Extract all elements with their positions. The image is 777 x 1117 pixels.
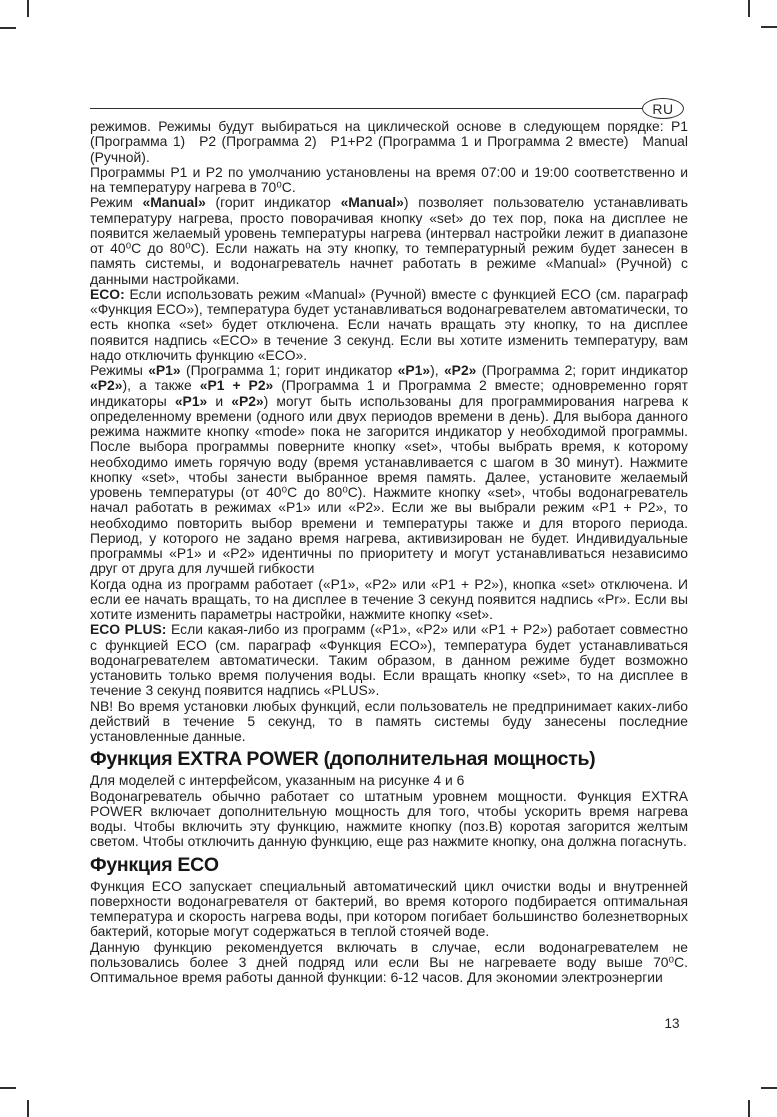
text-run: (горит индикатор xyxy=(205,194,341,211)
text-run: Программы P1 и P2 по умолчанию установлены на время 07:00 и 19:00 соответственно и на температуру нагрева в 70⁰C. xyxy=(90,163,688,195)
language-badge-label: RU xyxy=(652,100,674,117)
paragraph xyxy=(90,363,688,577)
text-run: Данную функцию рекомендуется включать в случае, если водонагревателем не пользовались более 3 дней подряд или если Вы не нагреваете воду выше 70⁰C. Оптимальное время работы данной функции: 6-12 часов. Для экономии электроэнергии xyxy=(90,938,688,985)
document-body xyxy=(90,119,688,985)
paragraph xyxy=(90,165,688,196)
text-run: Водонагреватель обычно работает со штатным уровнем мощности. Функция EXTRA POWER включает дополнительную мощность для того, чтобы ускорить время нагрева воды. Чтобы включить эту функцию, нажмите кнопку (поз.В) коротая загорится желтым светом. Чтобы отключить данную функцию, еще раз нажмите кнопку, она должна погаснуть. xyxy=(90,787,688,850)
text-run-bold: «P1 + P2» xyxy=(199,377,274,394)
text-run: Если использовать режим «Manual» (Ручной) вместе с функцией ECO (см. параграф «Функция ECO»), температура будет устанавливаться водонагревателем автоматически, то есть кнопка «set» будет отключена. Если начать вращать эту кнопку, то на дисплее появится надпись «ECO» в течение 3 секунд. Если вы хотите изменить температуру, вам надо отключить функцию «ECO». xyxy=(90,285,688,363)
text-run: и xyxy=(207,392,232,409)
text-run: NB! Во время установки любых функций, если пользователь не предпринимает каких-либо действий в течение 5 секунд, то в память системы буду занесены последние установленные данные. xyxy=(90,697,688,744)
crop-mark-top-right-vertical xyxy=(748,0,750,17)
text-run: (Программа 2; горит индикатор xyxy=(476,362,688,378)
text-run: Если какая-либо из программ («P1», «P2» или «P1 + P2») работает совместно с функцией ECO (см. параграф «Функция ECO»), температура будет устанавливаться водонагревателем автоматически. Таким образом, в данном режиме будет возможно установить только время получения воды. Если вращать кнопку «set», то на дисплее в течение 3 секунд появится надпись «PLUS». xyxy=(90,621,688,699)
text-run-bold: «Manual» xyxy=(142,194,206,211)
section-heading xyxy=(90,748,688,770)
paragraph xyxy=(90,789,688,850)
text-run: (Программа 1 и Программа 2 вместе; одновременно горят индикаторы xyxy=(90,377,688,409)
crop-mark-bottom-left-horizontal xyxy=(0,1087,16,1089)
text-run-bold: «P1» xyxy=(148,362,181,378)
text-run: ) позволяет пользователю устанавливать температуру нагрева, просто поворачивая кнопку «set» до тех пор, пока на дисплее не появится желаемый уровень температуры нагрева (интервал настройки лежит в диапазоне от 40⁰C до 80⁰C). Если нажать на эту кнопку, то температурный режим будет занесен в память системы, и водонагреватель начнет работать в режиме «Manual» (Ручной) с данными настройками. xyxy=(90,194,688,287)
text-run-bold: «P2» xyxy=(443,362,477,378)
text-run: ), а также xyxy=(122,377,200,394)
paragraph xyxy=(90,773,688,788)
text-run-bold: «P2» xyxy=(90,377,123,394)
crop-mark-top-left-horizontal xyxy=(0,27,16,29)
page-number: 13 xyxy=(664,1016,680,1031)
language-badge xyxy=(642,98,684,119)
text-run-bold: «P2» xyxy=(231,392,264,409)
text-run: Функция ECO запускает специальный автоматический цикл очистки воды и внутренней поверхности водонагревателя от бактерий, во время которого подбирается оптимальная температура и скорость нагрева воды, при котором погибает большинство болезнетворных бактерий, которые могут содержаться в теплой стоячей воде. xyxy=(90,877,688,940)
paragraph xyxy=(90,287,688,363)
paragraph xyxy=(90,119,688,165)
text-run: режимов. Режимы будут выбираться на циклической основе в следующем порядке: P1 (Программа 1) P2 (Программа 2) P1+P2 (Программа 1 и Программа 2 вместе) Manual (Ручной). xyxy=(90,118,688,165)
text-run: ) могут быть использованы для программирования нагрева к определенному времени (одного или двух периодов времени в день). Для выбора данного режима нажмите кнопку «mode» пока не загорится индикатор у необходимой программы. После выбора программы поверните кнопку «set», чтобы выбрать время, к которому необходимо иметь горячую воду (время устанавливается с шагом в 30 минут). Нажмите кнопку «set», чтобы занести выбранное время память. Далее, установите желаемый уровень температуры (от 40⁰C до 80⁰C). Нажмите кнопку «set», чтобы водонагреватель начал работать в режимах «P1» или «P2». Если же вы выбрали режим «P1 + P2», то необходимо повторить выбор времени и температуры также и для второго периода. Период, у которого не задано время нагрева, активизирован не будет. Индивидуальные программы «P1» и «P2» идентичны по приоритету и могут устанавливаться независимо друг от друга для лучшей гибкости xyxy=(90,392,688,577)
text-run-bold: «P1» xyxy=(397,362,431,378)
text-run: Функция EXTRA POWER (дополнительная мощность) xyxy=(90,748,596,771)
text-run: Когда одна из программ работает («P1», «P2» или «P1 + P2»), кнопка «set» отключена. И если ее начать вращать, то на дисплее в течение 3 секунд появится надпись «Pr». Если вы хотите изменить параметры настройки, нажмите кнопку «set». xyxy=(90,575,688,622)
text-run-bold: «Manual» xyxy=(340,194,404,211)
crop-mark-bottom-right-vertical xyxy=(748,1100,750,1117)
crop-mark-bottom-right-horizontal xyxy=(761,1087,777,1089)
paragraph xyxy=(90,699,688,745)
text-run: (Программа 1; горит индикатор xyxy=(180,362,398,378)
paragraph xyxy=(90,577,688,623)
text-run: ), xyxy=(430,362,444,378)
header-divider xyxy=(90,108,642,109)
paragraph xyxy=(90,195,688,287)
paragraph xyxy=(90,940,688,986)
crop-mark-top-left-vertical xyxy=(27,0,29,17)
text-run-bold: ECO: xyxy=(90,285,130,302)
text-run: Для моделей с интерфейсом, указанным на рисунке 4 и 6 xyxy=(90,772,465,789)
text-run: Режимы xyxy=(90,362,149,378)
text-run-bold: ECO PLUS: xyxy=(90,621,172,638)
text-run: Режим xyxy=(90,194,143,211)
paragraph xyxy=(90,879,688,940)
section-heading xyxy=(90,854,688,876)
text-run: Функция ECO xyxy=(90,853,219,876)
crop-mark-top-right-horizontal xyxy=(761,26,777,28)
crop-mark-bottom-left-vertical xyxy=(27,1100,29,1117)
paragraph xyxy=(90,622,688,698)
text-run-bold: «P1» xyxy=(174,392,208,409)
